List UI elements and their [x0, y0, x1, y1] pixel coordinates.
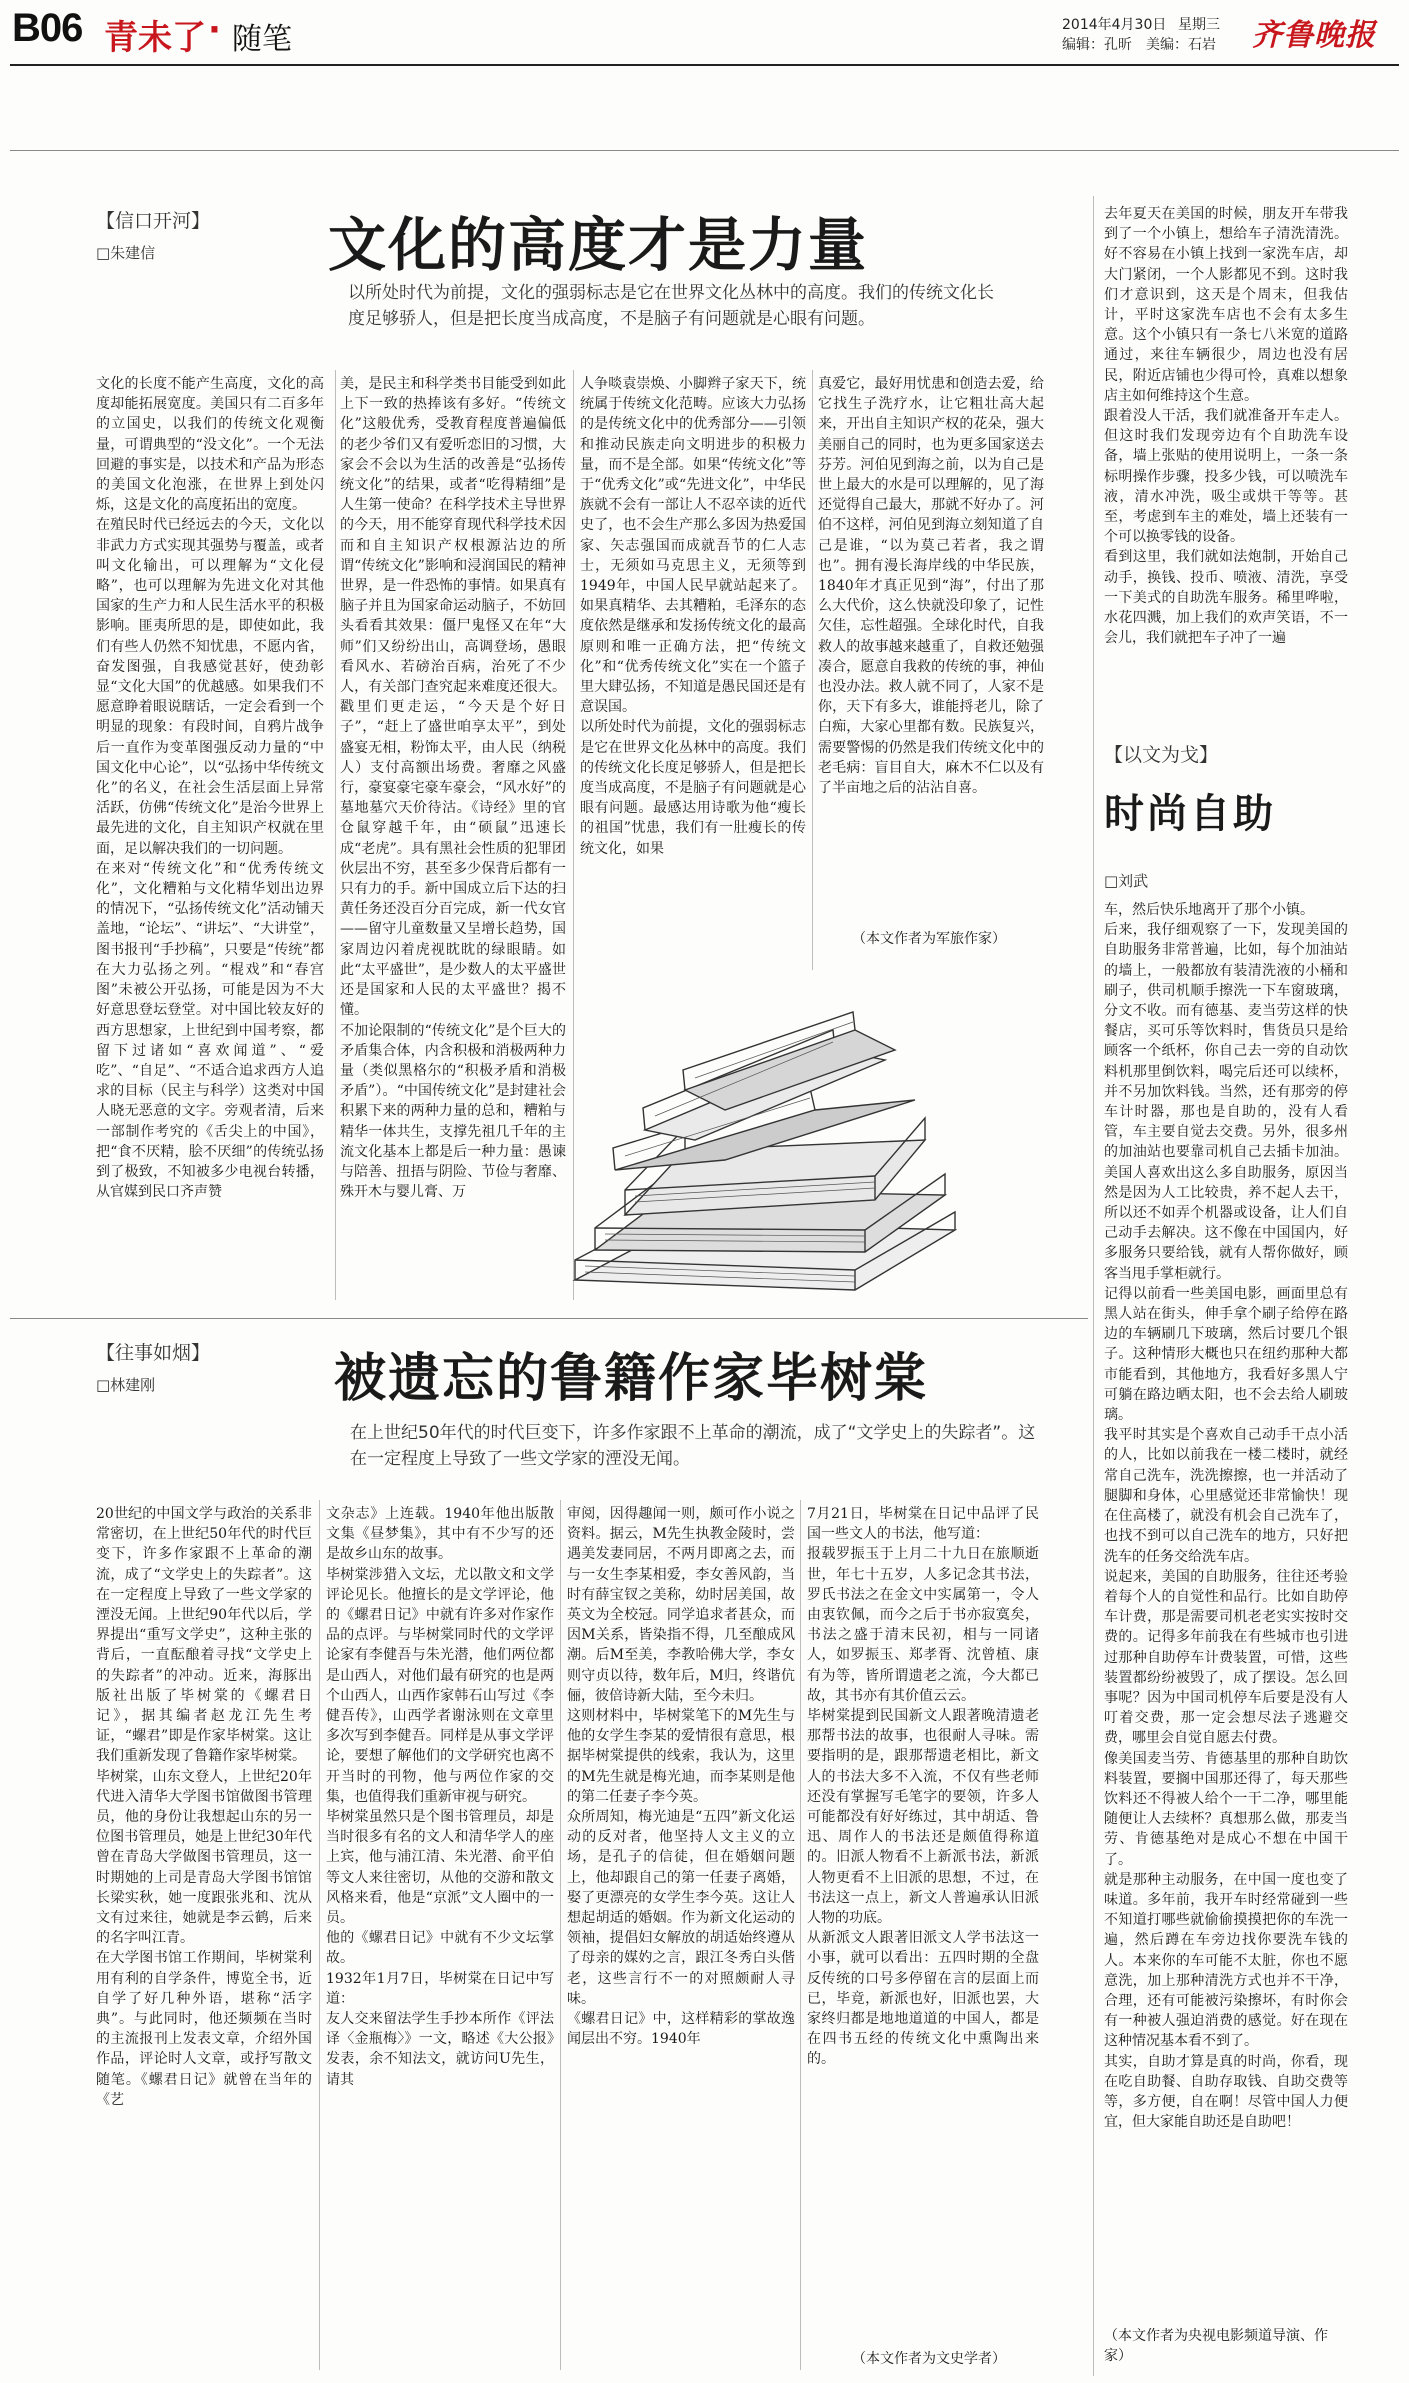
- author-byline: □刘武: [1104, 872, 1149, 890]
- article-lead: 以所处时代为前提，文化的强弱标志是它在世界文化丛林中的高度。我们的传统文化长度足够骄人，但是把长度当成高度，不是脑子有问题就是心眼有问题。: [348, 283, 994, 329]
- column-tag: 【往事如烟】: [96, 1342, 211, 1364]
- author-byline: □林建刚: [96, 1376, 156, 1394]
- top-section-rule: [10, 150, 1399, 151]
- issue-weekday: 星期三: [1178, 17, 1220, 33]
- right-column-divider: [1093, 196, 1094, 2376]
- author-note: （本文作者为文史学者）: [852, 2351, 1006, 2367]
- section-dot: ·: [208, 10, 221, 50]
- column-rule: [800, 1500, 801, 2370]
- article-divider: [10, 1318, 1088, 1319]
- article-body-column: 真爱它，最好用忧患和创造去爱，给它找生子洗疗水，让它粗壮高大起来，开出自主知识产权的花朵，强大美丽自己的同时，也为更多国家送去芬芳。河伯见到海之前，以为自己是世上最大的水是可以理解的，见了海还觉得自己最大，那就不好办了。河伯不这样，河伯见到海立刻知道了自己是谁，“以为莫己若者，我之谓也”。拥有漫长海岸线的中华民族，1840年才真正见到“海”，付出了那么大代价，这么快就没印象了，记性欠佳，忘性超强。全球化时代，自我救人的故事越来越重了，自救还勉强凑合，愿意自我救的传统的事，神仙也没办法。救人就不同了，人家不是你，天下有多大，谁能捋老儿，除了白痴，大家心里都有数。民族复兴，需要警惕的仍然是我们传统文化中的老毛病：盲目自大，麻木不仁以及有了半亩地之后的沾沾自喜。: [818, 376, 1044, 797]
- editor-credits: 编辑：孔昕 美编：石岩: [1062, 37, 1216, 53]
- article-title: 文化的高度才是力量: [328, 211, 869, 279]
- article-lead: 在上世纪50年代的时代巨变下，许多作家跟不上革命的潮流，成了“文学史上的失踪者”。这在一定程度上导致了一些文学家的湮没无闻。: [350, 1423, 1036, 1469]
- author-byline: □朱建信: [96, 244, 156, 262]
- issue-date: 2014年4月30日: [1062, 17, 1167, 33]
- article-body-column: 文化的长度不能产生高度，文化的高度却能拓展宽度。美国只有二百多年的立国史，以我们的传统文化观衡量，可谓典型的“没文化”。一个无法回避的事实是，以技术和产品为形态的美国文化泡涨，在世界上到处闪烁，这是文化的高度拓出的宽度。 在殖民时代已经远去的今天，文化以非武力方式实现其强势与覆盖，或者叫文化输出，可以理解为“文化侵略”，也可以理解为先进文化对其他国家的生产力和人民生活水平的积极影响。匪夷所思的是，即使如此，我们有些人仍然不知忧患，不愿内省，奋发图强，自我感觉甚好，使劲彰显“文化大国”的优越感。如果我们不愿意睁着眼说瞎话，一定会看到一个明显的现象：有段时间，自鸦片战争后一直作为变革图强反动力量的“中国文化中心论”，以“弘扬中华传统文化”的名义，在社会生活层面上异常活跃，仿佛“传统文化”是治今世界上最先进的文化，自主知识产权就在里面，足以解决我们的一切问题。 在来对“传统文化”和“优秀传统文化”，文化糟粕与文化精华划出边界的情况下，“弘扬传统文化”活动铺天盖地，“论坛”、“讲坛”、“大讲堂”，图书报刊“手抄稿”，只要是“传统”都在大力弘扬之列。“棍戏”和“春宫图”未被公开弘扬，可能是因为不大好意思登坛登堂。对中国比较友好的西方思想家，上世纪到中国考察，都留下过诸如“喜欢闻道”、“爱吃”、“自足”、“不适合追求西方人追求的目标（民主与科学）这类对中国人晓无恶意的文字。旁观者清，后来一部制作考究的《舌尖上的中国》，把“食不厌精，脍不厌细”的传统弘扬到了极致，不知被多少电视台转播，从官媒到民口齐声赞: [96, 376, 324, 1201]
- article-body-column: 20世纪的中国文学与政治的关系非常密切，在上世纪50年代的时代巨变下，许多作家跟不上革命的潮流，成了“文学史上的失踪者”。这在一定程度上导致了一些文学家的湮没无闻。上世纪90年代以后，学界提出“重写文学史”，这种主张的背后，一直酝酿着寻找“文学史上的失踪者”的冲动。近来，海豚出版社出版了毕树棠的《螺君日记》，据其编者赵龙江先生考证，“螺君”即是作家毕树棠。这让我们重新发现了鲁籍作家毕树棠。 毕树棠，山东文登人，上世纪20年代进入清华大学图书馆做图书管理员，他的身份让我想起山东的另一位图书管理员，她是上世纪30年代曾在青岛大学做图书管理员，这一时期她的上司是青岛大学图书馆馆长梁实秋，她一度跟张兆和、沈从文有过来往，她就是李云鹤，后来的名字叫江青。 在大学图书馆工作期间，毕树棠利用有利的自学条件，博览全书，近自学了好几种外语，堪称“活字典”。与此同时，他还频频在当时的主流报刊上发表文章，介绍外国作品，评论时人文章，或抒写散文随笔。《螺君日记》就曾在当年的《艺: [96, 1506, 312, 2108]
- masthead: [0, 0, 1409, 80]
- stack-of-books-drawing: [555, 990, 985, 1310]
- section-name: 青未了: [104, 18, 206, 58]
- article-title: 时尚自助: [1104, 791, 1276, 837]
- article-body-column: 美，是民主和科学类书目能受到如此上下一致的热捧该有多好。“传统文化”这般优秀，受教育程度普遍偏低的老少爷们又有爱听恋旧的习惯，大家会不会以为生活的改善是“弘扬传统文化”的结果，或者“吃得精细”是人生第一使命？在科学技术主导世界的今天，用不能穿育现代科学技术因而和自主知识产权根源沾边的所谓“传统文化”影响和浸润国民的精神世界，是一件恐怖的事情。如果真有脑子并且为国家命运动脑子，不妨回头看看其效果：僵尸鬼怪又在年“大师”们又纷纷出山，高调登场，愚眼看风水、若磅治百病，治死了不少人，有关部门查究起来难度还很大。戳里们更走运，“今天是个好日子”，“赶上了盛世咱享太平”，到处盛宴无相，粉饰太平，由人民（纳税人）支付高额出场费。奢靡之风盛行，豪宴豪宅豪车豪会，“风水好”的墓地墓穴天价待沽。《诗经》里的官仓鼠穿越千年，由“硕鼠”迅速长成“老虎”。具有黑社会性质的犯罪团伙层出不穷，甚至多少保背后都有一只有力的手。新中国成立后下达的扫黄任务还没百分百完成，新一代女官——留守儿童数量又呈增长趋势，国家周边闪着虎视眈眈的绿眼睛。如此“太平盛世”，是少数人的太平盛世还是国家和人民的太平盛世？揭不懂。 不加论限制的“传统文化”是个巨大的矛盾集合体，内含积极和消极两种力量（类似黑格尔的“积极矛盾和消极矛盾”）。“中国传统文化”是封建社会积累下来的两种力量的总和，糟粕与精华一体共生，支撑先祖几千年的主流文化基本上都是后一种力量：愚谏与陪善、扭捂与阴险、节俭与奢靡、殊开木与婴儿膏、万: [340, 376, 566, 1201]
- column-tag: 【以文为戈】: [1104, 744, 1219, 766]
- column-tag: 【信口开河】: [96, 210, 211, 232]
- article-body-column: 审阅，因得趣闻一则，颇可作小说之资料。据云，M先生执教金陵时，尝遇美发妻同居，不两月即离之去，而与一女生李某相爱，李女善风韵，当时有薛宝钗之美称，幼时居美国，故英文为全校冠。同学追求者甚众，而因M关系，皆染指不得，几至酿成风潮。后M至美，李教哈佛大学，李女则守贞以待，数年后，M归，终谐伉俪，彼倍诗新大陆，至今未归。 这则材料中，毕树棠笔下的M先生与他的女学生李某的爱情很有意思，根据毕树棠提供的线索，我认为，这里的M先生就是梅光迪，而李某则是他的第二任妻子李今英。 众所周知，梅光迪是“五四”新文化运动的反对者，他坚持人文主义的立场，是孔子的信徒，但在婚姻问题上，他却跟自己的第一任妻子离婚，娶了更漂亮的女学生李今英。这让人想起胡适的婚姻。作为新文化运动的领袖，提倡妇女解放的胡适始终遵从了母亲的媒妁之言，跟江冬秀白头偕老，这些言行不一的对照颇耐人寻味。 《螺君日记》中，这样精彩的掌故逸闻层出不穷。1940年: [567, 1506, 795, 2048]
- article-body-column: 文杂志》上连载。1940年他出版散文集《昼梦集》，其中有不少写的还是故乡山东的故事。 毕树棠涉猎入文坛，尤以散文和文学评论见长。他擅长的是文学评论，他的《螺君日记》中就有许多对作家作品的点评。与毕树棠同时代的文学评论家有李健吾与朱光潜，他们两位都是山西人，对他们最有研究的也是两个山西人，山西作家韩石山写过《李健吾传》，山西学者谢泳则在文章里多次写到李健吾。同样是从事文学评论，要想了解他们的文学研究也离不开当时的刊物，他与两位作家的交集，也值得我们重新审视与研究。 毕树棠虽然只是个图书管理员，却是当时很多有名的文人和清华学人的座上宾，他与浦江清、朱光潜、俞平伯等文人来往密切，从他的交游和散文风格来看，他是“京派”文人圈中的一员。 他的《螺君日记》中就有不少文坛掌故。 1932年1月7日，毕树棠在日记中写道： 友人交来留法学生手抄本所作《评法译〈金瓶梅〉》一文，略述《大公报》发表，余不知法文，就访问U先生，请其: [326, 1506, 554, 2088]
- author-note: （本文作者为央视电影频道导演、作家）: [1104, 2328, 1328, 2364]
- article-title: 被遗忘的鲁籍作家毕树棠: [334, 1349, 929, 1409]
- masthead-rule: [10, 64, 1399, 66]
- stack-of-books-illustration: [555, 990, 985, 1310]
- column-rule: [812, 370, 813, 970]
- article-body-column: 7月21日，毕树棠在日记中品评了民国一些文人的书法，他写道： 报载罗振玉于上月二十九日在旅顺逝世，年七十五岁，人多记念其书法，罗氏书法之在金文中实属第一，令人由衷钦佩，而今之后于书亦寂寞矣，书法之盛于清末民初，相与一同诸人，如罗振玉、郑孝胥、沈曾植、康有为等，皆所谓遗老之流，今大都已故，其书亦有其价值云云。 毕树棠提到民国新文人跟著晚清遗老那帮书法的故事，也很耐人寻味。需要指明的是，跟那帮遗老相比，新文人的书法大多不入流，不仅有些老师还没有掌握写毛笔字的要领，许多人可能都没有好好练过，其中胡适、鲁迅、周作人的书法还是颇值得称道的。旧派人物看不上新派书法，新派人物更看不上旧派的思想，不过，在书法这一点上，新文人普遍承认旧派人物的功底。 从新派文人跟著旧派文人学书法这一小事，就可以看出：五四时期的全盘反传统的口号多停留在言的层面上而已，毕竟，新派也好，旧派也罢，大家终归都是地地道道的中国人，都是在四书五经的传统文化中熏陶出来的。: [807, 1506, 1039, 2068]
- column-rule: [335, 370, 336, 1300]
- column-rule: [560, 1500, 561, 2370]
- column-rule: [319, 1500, 320, 2370]
- article-body-column: 车，然后快乐地离开了那个小镇。 后来，我仔细观察了一下，发现美国的自助服务非常普遍，比如，每个加油站的墙上，一般都放有装清洗液的小桶和刷子，供司机顺手擦洗一下车窗玻璃，分文不收。而有德基、麦当劳这样的快餐店，买可乐等饮料时，售货员只是给顾客一个纸杯，你自己去一旁的自动饮料机那里倒饮料，喝完后还可以续杯，并不另加饮料钱。当然，还有那旁的停车计时器，那也是自助的，没有人看管，车主要自觉去交费。另外，很多州的加油站也要靠司机自己去插卡加油。美国人喜欢出这么多自助服务，原因当然是因为人工比较贵，养不起人去干，所以还不如弄个机器或设备，让人们自己动手去解决。这不像在中国国内，好多服务只要给钱，就有人帮你做好，顾客当甩手掌柜就行。 记得以前看一些美国电影，画面里总有黑人站在街头，伸手拿个刷子给停在路边的车辆刷几下玻璃，然后讨要几个银子。这种情形大概也只在纽约那种大都市能看到，其他地方，我看好多黑人宁可躺在路边晒太阳，也不会去给人刷玻璃。 我平时其实是个喜欢自己动手干点小活的人，比如以前我在一楼二楼时，就经常自己洗车，洗洗擦擦，也一并活动了腿脚和身体，心里感觉还非常愉快！现在住高楼了，就没有机会自己洗车了，也找不到可以自己洗车的地方，只好把洗车的任务交给洗车店。 说起来，美国的自助服务，往往还考验着每个人的自觉性和品行。比如自助停车计费，那是需要司机老老实实按时交费的。记得多年前我在有些城市也引进过那种自助停车计费装置，可惜，这些装置都纷纷被毁了，成了摆设。怎么回事呢？因为中国司机停车后要是没有人叮着交费，那一定会想尽法子逃避交费，哪里会自觉自愿去付费。 像美国麦当劳、肯德基里的那种自助饮料装置，要搁中国那还得了，每天那些饮料还不得被人给个一干二净，哪里能随便让人去续杯？真想那么做，那麦当劳、肯德基绝对是成心不想在中国干了。 就是那种主动服务，在中国一度也变了味道。多年前，我开车时经常碰到一些不知道打哪些就偷偷摸摸把你的车洗一遍，然后蹲在车旁边找你要洗车钱的人。本来你的车可能不太脏，你也不愿意洗，加上那种清洗方式也并不干净，合理，还有可能被污染擦坏，有时你会有一种被人强迫消费的感觉。好在现在这种情况基本看不到了。 其实，自助才算是真的时尚，你看，现在吃自助餐、自助存取钱、自助交费等等，多方便，自在啊！尽管中国人力便宜，但大家能自助还是自助吧！: [1104, 902, 1348, 2131]
- author-note: （本文作者为军旅作家）: [852, 931, 1006, 947]
- article-body-column: 人争啖袁崇焕、小脚辫子家天下，统统属于传统文化范畴。应该大力弘扬的是传统文化中的优秀部分——引领和推动民族走向文明进步的积极力量，而不是全部。如果“传统文化”等于“优秀文化”或“先进文化”，中华民族就不会有一部让人不忍卒读的近代史了，也不会生产那么多因为热爱国家、矢志强国而成就吾节的仁人志士，无须如马克思主义，无须等到1949年，中国人民早就站起来了。如果真精华、去其糟粕，毛泽东的态度依然是继承和发扬传统文化的最高原则和唯一正确方法，把“传统文化”和“优秀传统文化”实在一个篮子里大肆弘扬，不知道是愚民国还是有意误国。 以所处时代为前提，文化的强弱标志是它在世界文化丛林中的高度。我们的传统文化长度足够骄人，但是把长度当成高度，不是脑子有问题就是心眼有问题。最感达用诗歌为他“瘦长的祖国”忧患，我们有一肚瘦长的传统文化，如果: [580, 376, 806, 857]
- subsection-name: 随笔: [232, 22, 292, 57]
- newspaper-logo: 齐鲁晚报: [1252, 18, 1376, 53]
- page-code: B06: [12, 6, 83, 50]
- article-body-column: 去年夏天在美国的时候，朋友开车带我到了一个小镇上，想给车子清洗清洗。好不容易在小镇上找到一家洗车店，却大门紧闭，一个人影都见不到。这时我们才意识到，这天是个周末，但我估计，平时这家洗车店也不会有太多生意。这个小镇只有一条七八米宽的道路通过，来往车辆很少，周边也没有居民，附近店铺也少得可怜，真难以想象店主如何维持这个生意。 跟着没人干活，我们就准备开车走人。但这时我们发现旁边有个自助洗车设备，墙上张贴的使用说明上，一条一条标明操作步骤，投多少钱，可以喷洗车液，清水冲洗，吸尘或烘干等等。甚至，考虑到车主的难处，墙上还装有一个可以换零钱的设备。 看到这里，我们就如法炮制，开始自己动手，换钱、投币、喷液、清洗，享受一下美式的自助洗车服务。稀里哗啦，水花四溅，加上我们的欢声笑语，不一会儿，我们就把车子冲了一遍: [1104, 206, 1348, 647]
